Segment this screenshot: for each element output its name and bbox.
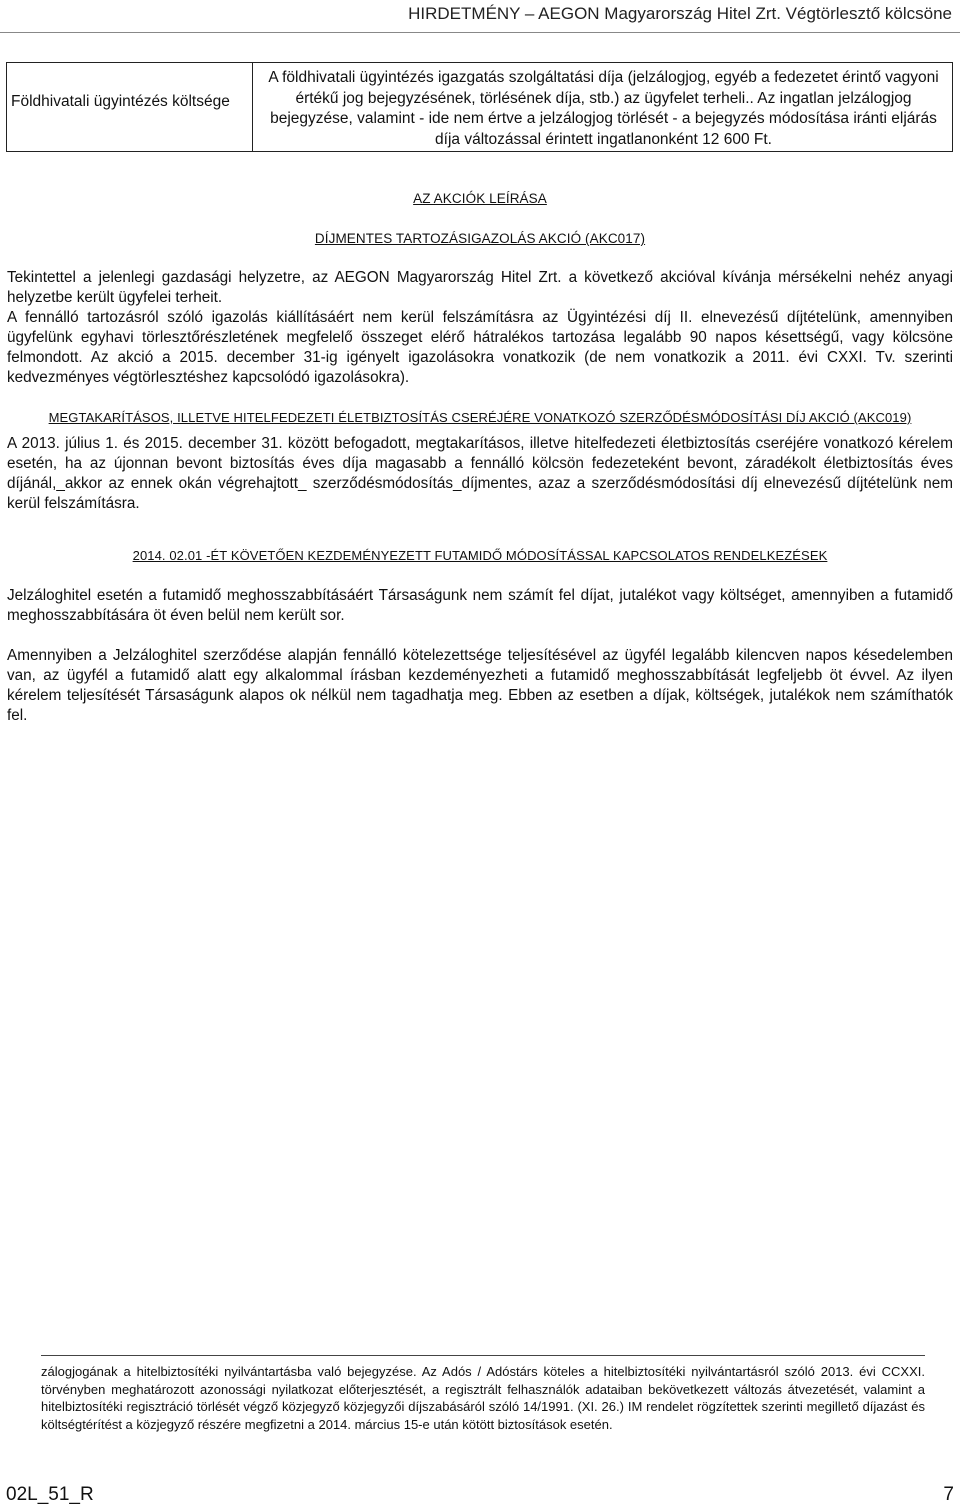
futamido-paragraph-2: Amennyiben a Jelzáloghitel szerződése alapján fennálló kötelezettsége teljesítésével az ügyfél legalább kilencven napos késedelemben van, az ügyfél a futamidő alatt egy alkalommal írásban kezdeményezheti a futamidő meghosszabbítását legfeljebb öt évvel. Az ilyen kérelem teljesítését Társaságunk alapos ok nélkül nem tagadhatja meg. Ebben az esetben a díjak, költségek, jutalékok nem számíthatók fel. (7, 647, 953, 724)
fee-table (6, 62, 953, 152)
futamido-paragraph-1: Jelzáloghitel esetén a futamidő meghosszabbításáért Társaságunk nem számít fel díjat, jutalékot vagy költséget, amennyiben a futamidő meghosszabbítására öt éven belül nem került sor. (7, 587, 953, 624)
futamido-body-2 (7, 646, 953, 726)
akc017-paragraph-2: A fennálló tartozásról szóló igazolás kiállításáért nem kerül felszámításra az Ügyintézési díj II. elnevezésű díjtételünk, amennyiben ügyfelünk egyhavi törlesztőrészletének megfelelő összeget elérő hátralékos tartozása legalább 90 napos késettségű, vagy kölcsöne felmondott. Az akció a 2015. december 31-ig igényelt igazolásokra vonatkozik (de nem vonatkozik a 2011. évi CXXI. Tv. szerinti kedvezményes végtörlesztéshez kapcsolódó igazolásokra). (7, 309, 953, 386)
futamido-body-1 (7, 586, 953, 626)
section-title: AZ AKCIÓK LEÍRÁSA (413, 191, 547, 206)
header-divider (0, 32, 960, 33)
akc019-title: MEGTAKARÍTÁSOS, ILLETVE HITELFEDEZETI ÉLETBIZTOSÍTÁS CSERÉJÉRE VONATKOZÓ SZERZŐDÉSMÓDOSÍTÁSI DÍJ AKCIÓ (AKC019) (48, 410, 912, 425)
fee-label: Földhivatali ügyintézés költsége (11, 93, 230, 110)
fee-label-cell (7, 63, 253, 151)
document-header-title: HIRDETMÉNY – AEGON Magyarország Hitel Zrt. Végtörlesztő kölcsöne (408, 4, 952, 23)
footer-page-number: 7 (943, 1484, 954, 1505)
akc019-body (7, 434, 953, 514)
footnote-text: zálogjogának a hitelbiztosítéki nyilvántartásba való bejegyzése. Az Adós / Adóstárs köteles a hitelbiztosítéki nyilvántartásról szóló 2013. évi CCXXI. törvényben meghatározott azonossági nyilatkozat előterjesztését, a regisztrált felhasználók adataiban bekövetkezett változás átvezetését, valamint a hitelbiztosítéki regisztráció törlését végző közjegyző közjegyzői díjszabásáról szóló 14/1991. (XI. 26.) IM rendelet rögzítettek szerinti megillető díjazást és költségtérítést a közjegyző részére megfizetni a 2014. március 15-e után kötött biztosítások esetén. (41, 1364, 925, 1432)
footnote-divider (41, 1355, 925, 1356)
futamido-title: 2014. 02.01 -ÉT KÖVETŐEN KEZDEMÉNYEZETT FUTAMIDŐ MÓDOSÍTÁSSAL KAPCSOLATOS RENDELKEZÉSEK (132, 548, 828, 563)
akc019-paragraph: A 2013. július 1. és 2015. december 31. között befogadott, megtakarításos, illetve hitelfedezeti életbiztosítás cseréjére vonatkozó kérelem esetén, ha az újonnan bevont biztosítás éves díja magasabb a fennálló kölcsön fedezeteként bevont, záradékolt életbiztosítás éves díjánál,_akkor az ennek okán végrehajtott_ szerződésmódosítás_díjmentes, azaz a szerződésmódosítási díj elnevezésű díjtételünk nem kerül felszámításra. (7, 435, 953, 512)
akc017-body (7, 268, 953, 388)
fee-description: A földhivatali ügyintézés igazgatás szolgáltatási díja (jelzálogjog, egyéb a fedezetet érintő vagyoni értékű jog bejegyzésének, törlésének díja, stb.) az ügyfelet terheli.. Az ingatlan jelzálogjog bejegyzése, valamint - ide nem értve a jelzálogjog törlését - a bejegyzés módosítása iránti eljárás díja változással érintett ingatlanonként 12 600 Ft. (268, 69, 939, 148)
footer-document-code: 02L_51_R (6, 1484, 94, 1505)
akc017-paragraph-1: Tekintettel a jelenlegi gazdasági helyzetre, az AEGON Magyarország Hitel Zrt. a következő akcióval kívánja mérsékelni nehéz anyagi helyzetbe került ügyfelei terheit. (7, 269, 953, 306)
akc017-title: DÍJMENTES TARTOZÁSIGAZOLÁS AKCIÓ (AKC017) (314, 231, 646, 246)
